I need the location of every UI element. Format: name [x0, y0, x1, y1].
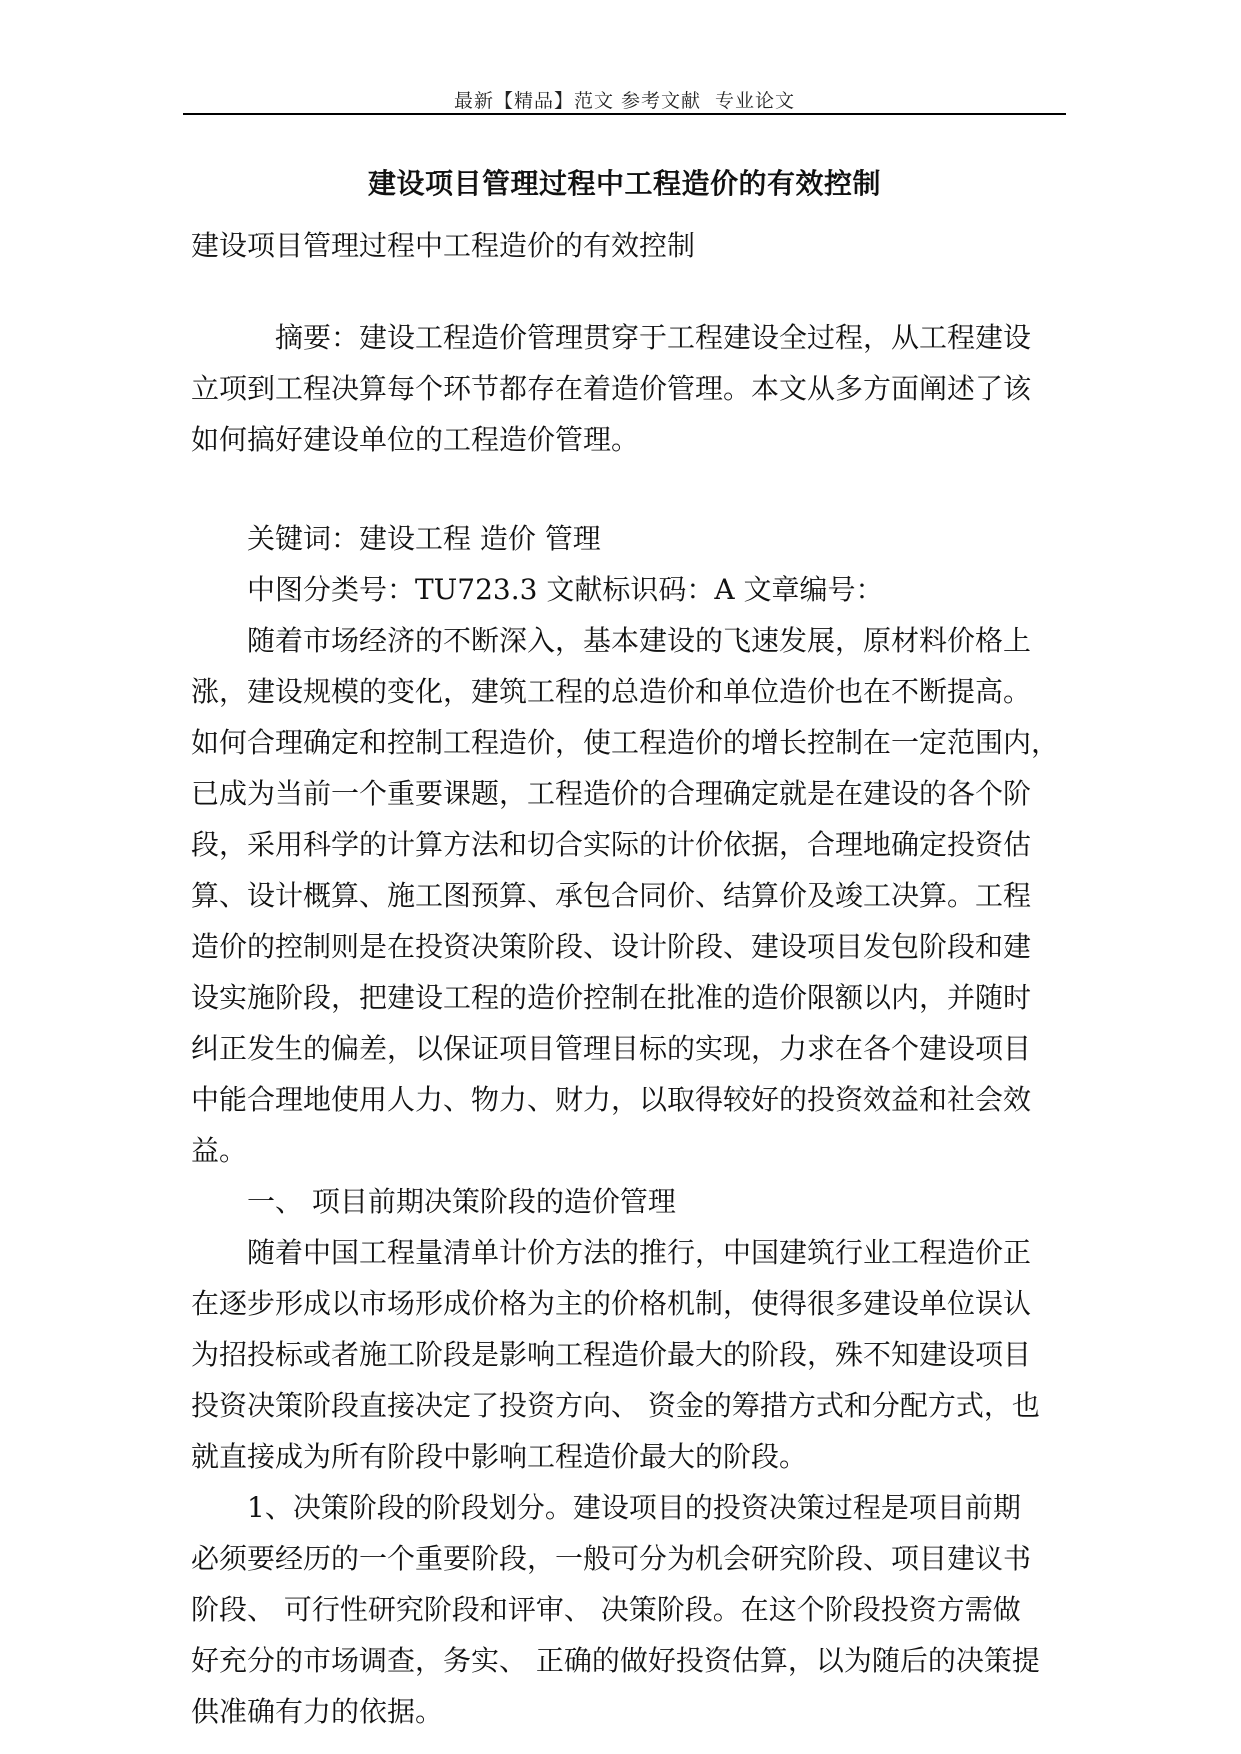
- section-paragraph-line: 就直接成为所有阶段中影响工程造价最大的阶段。: [191, 1440, 808, 1473]
- document-title: 建设项目管理过程中工程造价的有效控制: [367, 167, 881, 200]
- subtitle: 建设项目管理过程中工程造价的有效控制: [191, 229, 696, 262]
- subsection-line: 必须要经历的一个重要阶段，一般可分为机会研究阶段、项目建议书: [191, 1542, 1032, 1575]
- section-heading: 一、 项目前期决策阶段的造价管理: [247, 1185, 676, 1218]
- subsection-line: 阶段、 可行性研究阶段和评审、 决策阶段。在这个阶段投资方需做: [191, 1593, 1021, 1626]
- section-paragraph-line: 为招投标或者施工阶段是影响工程造价最大的阶段，殊不知建设项目: [191, 1338, 1032, 1371]
- subsection-line: 供准确有力的依据。: [191, 1695, 444, 1728]
- subsection-line: 1、决策阶段的阶段划分。建设项目的投资决策过程是项目前期: [247, 1491, 1021, 1524]
- intro-line: 涨，建设规模的变化，建筑工程的总造价和单位造价也在不断提高。: [191, 675, 1032, 708]
- keywords: 关键词：建设工程 造价 管理: [247, 522, 601, 555]
- intro-line: 中能合理地使用人力、物力、财力，以取得较好的投资效益和社会效: [191, 1083, 1032, 1116]
- spacer: [191, 465, 1064, 513]
- intro-line: 设实施阶段，把建设工程的造价控制在批准的造价限额以内，并随时: [191, 981, 1032, 1014]
- abstract-line: 立项到工程决算每个环节都存在着造价管理。本文从多方面阐述了该: [191, 372, 1032, 405]
- intro-line: 造价的控制则是在投资决策阶段、设计阶段、建设项目发包阶段和建: [191, 930, 1032, 963]
- classification: 中图分类号：TU723.3 文献标识码：A 文章编号：: [247, 573, 884, 606]
- intro-line: 纠正发生的偏差，以保证项目管理目标的实现，力求在各个建设项目: [191, 1032, 1032, 1065]
- section-paragraph-line: 随着中国工程量清单计价方法的推行，中国建筑行业工程造价正: [247, 1236, 1032, 1269]
- intro-line: 已成为当前一个重要课题，工程造价的合理确定就是在建设的各个阶: [191, 777, 1032, 810]
- section-paragraph-line: 在逐步形成以市场形成价格为主的价格机制，使得很多建设单位误认: [191, 1287, 1032, 1320]
- spacer: [191, 271, 1064, 312]
- intro-line: 如何合理确定和控制工程造价，使工程造价的增长控制在一定范围内，: [191, 726, 1060, 759]
- intro-line: 算、设计概算、施工图预算、承包合同价、结算价及竣工决算。工程: [191, 879, 1032, 912]
- page-header: 最新【精品】范文 参考文献 专业论文: [453, 90, 796, 112]
- subsection-line: 好充分的市场调查，务实、 正确的做好投资估算，以为随后的决策提: [191, 1644, 1040, 1677]
- abstract-line: 如何搞好建设单位的工程造价管理。: [191, 423, 640, 456]
- intro-line: 随着市场经济的不断深入，基本建设的飞速发展，原材料价格上: [247, 624, 1032, 657]
- intro-line: 段，采用科学的计算方法和切合实际的计价依据，合理地确定投资估: [191, 828, 1032, 861]
- abstract-line: 摘要：建设工程造价管理贯穿于工程建设全过程，从工程建设: [275, 321, 1032, 354]
- header-rule: [183, 113, 1066, 115]
- section-paragraph-line: 投资决策阶段直接决定了投资方向、 资金的筹措方式和分配方式，也: [191, 1389, 1040, 1422]
- document-body: [191, 220, 1064, 1737]
- intro-line: 益。: [191, 1134, 248, 1167]
